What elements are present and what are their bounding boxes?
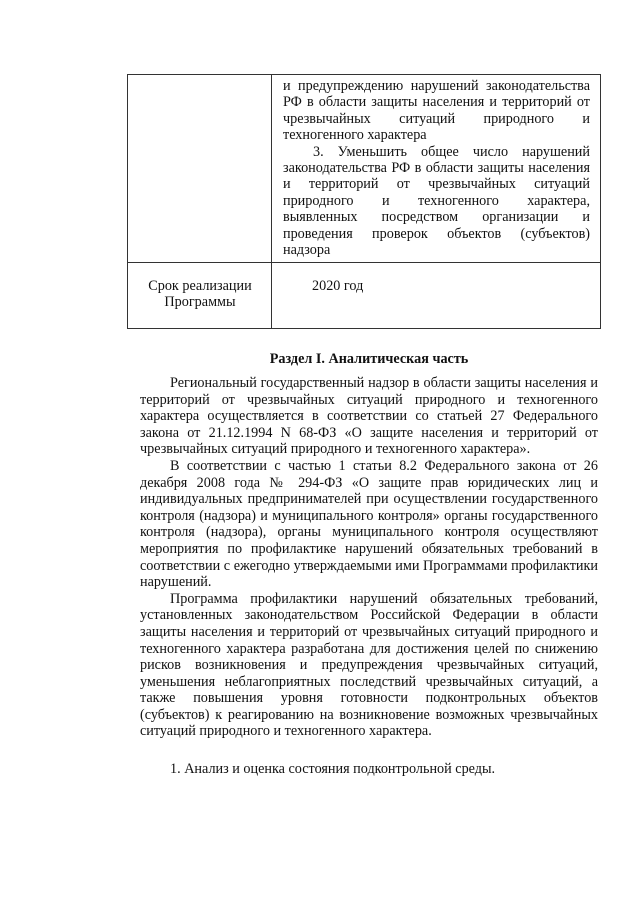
goals-cell — [283, 78, 590, 258]
term-value: 2020 год — [312, 278, 364, 294]
goals-text-line: и предупреждению нарушений законодательства РФ в области защиты населения и территорий от чрезвычайных ситуаций природного и техногенного характера — [283, 78, 590, 144]
paragraph: Региональный государственный надзор в области защиты населения и территорий от чрезвычайных ситуаций природного и техногенного характера осуществляется в соответствии со статьей 27 Федерального закона от 21.12.1994 N 68-ФЗ «О защите населения и территорий от чрезвычайных ситуаций природного и техногенного характера». — [140, 375, 598, 458]
subsection-title: 1. Анализ и оценка состояния подконтрольной среды. — [170, 761, 496, 777]
paragraph: Программа профилактики нарушений обязательных требований, установленных законодательством Российской Федерации в области защиты населения и территорий от чрезвычайных ситуаций природного и техногенного характера разработана для достижения целей по снижению рисков возникновения и предупреждения чрезвычайных ситуаций, уменьшения неблагоприятных последствий чрезвычайных ситуаций, а также повышения уровня готовности подконтрольных объектов (субъектов) к реагированию на возникновение возможных чрезвычайных ситуаций природного и техногенного характера. — [140, 590, 598, 740]
paragraph: В соответствии с частью 1 статьи 8.2 Федерального закона от 26 декабря 2008 года № 294-ФЗ «О защите прав юридических лиц и индивидуальных предпринимателей при осуществлении государственного контроля (надзора) и муниципального контроля» органы государственного контроля (надзора), органы муниципального контроля осуществляют мероприятия по профилактике нарушений обязательных требований в соответствии с ежегодно утверждаемыми ими Программами профилактики нарушений. — [140, 457, 598, 591]
body-text — [140, 375, 598, 740]
program-passport-table — [127, 74, 601, 329]
table-column-divider — [271, 75, 272, 328]
term-label: Срок реализации Программы — [148, 278, 252, 311]
table-row-divider — [128, 262, 600, 263]
goals-text-line: 3. Уменьшить общее число нарушений законодательства РФ в области защиты населения и территорий от чрезвычайных ситуаций природного и техногенного характера, выявленных посредством организации и проведения проверок объектов (субъектов) надзора — [283, 143, 590, 259]
section-title: Раздел I. Аналитическая часть — [269, 351, 469, 367]
